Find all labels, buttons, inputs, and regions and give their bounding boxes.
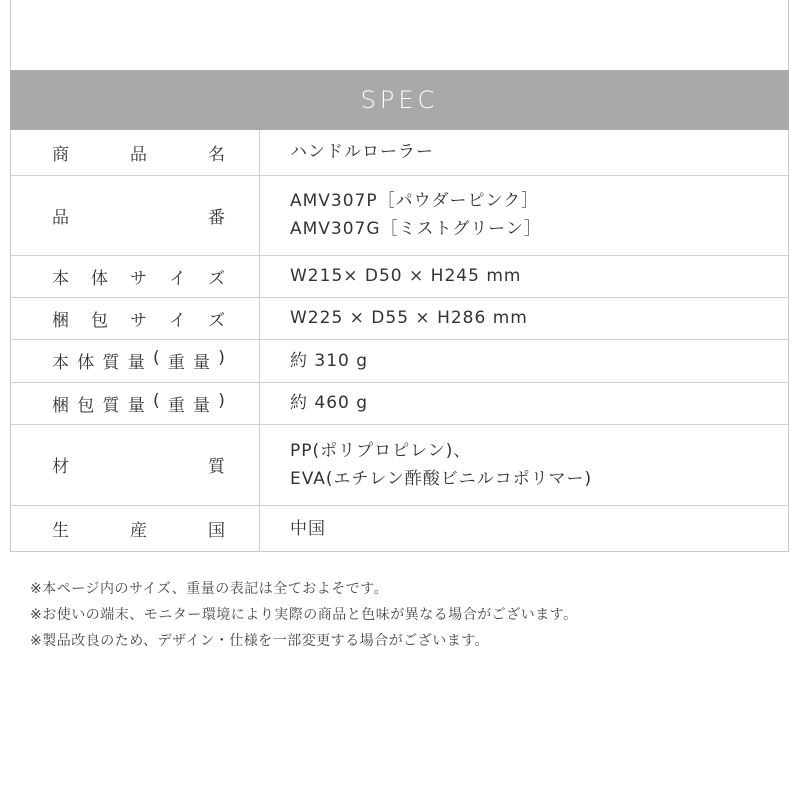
value-line: 約 460 g: [290, 393, 369, 413]
notes: [30, 576, 578, 654]
row-label: [10, 424, 260, 505]
row-label: [10, 505, 260, 552]
row-value: [260, 175, 790, 255]
value-line: EVA(エチレン酢酸ビニルコポリマー): [290, 468, 593, 489]
table-row: [10, 382, 789, 424]
label-char: 質: [102, 353, 120, 373]
row-value: [260, 424, 790, 505]
value-line: AMV307G［ミストグリーン］: [290, 219, 542, 239]
note-line: ※お使いの端末、モニター環境により実際の商品と色味が異なる場合がございます。: [30, 607, 578, 623]
row-value: [260, 297, 790, 339]
label-char: サ: [130, 310, 147, 331]
table-row: [10, 255, 789, 297]
label-char: イ: [169, 268, 186, 289]
label-chars: [52, 516, 225, 541]
row-label: [10, 255, 260, 297]
label-char: 生: [52, 521, 69, 542]
label-char: 本: [52, 353, 69, 373]
label-chars: [52, 264, 225, 289]
label-chars: [52, 391, 225, 416]
value-line: 中国: [290, 518, 326, 539]
label-char: ズ: [208, 310, 225, 331]
label-char: (: [152, 390, 160, 411]
label-char: 重: [167, 353, 185, 373]
spec-header: [10, 70, 789, 130]
label-chars: [52, 306, 225, 331]
label-char: 本: [52, 268, 69, 289]
label-char: 量: [193, 353, 211, 373]
table-row: [10, 339, 789, 382]
label-char: 質: [208, 457, 225, 477]
value-line: W215× D50 × H245 mm: [290, 266, 522, 286]
value-line: AMV307P［パウダーピンク］: [290, 191, 540, 211]
row-label: [10, 175, 260, 255]
label-char: 材: [52, 457, 69, 477]
label-char: イ: [169, 310, 186, 331]
value-line: 約 310 g: [290, 350, 369, 371]
label-char: 量: [127, 395, 145, 416]
label-char: 梱: [52, 395, 69, 416]
row-label: [10, 297, 260, 339]
table-row: [10, 424, 789, 505]
label-chars: [52, 452, 225, 477]
row-value: [260, 255, 790, 297]
label-char: 品: [130, 144, 147, 165]
row-value: [260, 382, 790, 424]
label-char: 商: [52, 144, 69, 165]
label-char: 産: [130, 521, 147, 542]
spec-table: [10, 130, 789, 552]
label-char: 量: [193, 395, 211, 416]
table-row: [10, 505, 789, 552]
label-char: 包: [77, 395, 95, 416]
label-char: 質: [102, 395, 120, 416]
table-row: [10, 175, 789, 255]
label-char: 国: [208, 521, 225, 542]
table-row: [10, 297, 789, 339]
label-chars: [52, 203, 225, 228]
note-line: ※本ページ内のサイズ、重量の表記は全ておよそです。: [30, 581, 389, 597]
label-char: 名: [208, 144, 225, 165]
value-line: PP(ポリプロピレン)、: [290, 440, 472, 461]
table-row: [10, 130, 789, 175]
note-line: ※製品改良のため、デザイン・仕様を一部変更する場合がございます。: [30, 633, 490, 649]
label-char: 包: [91, 310, 108, 331]
value-line: ハンドルローラー: [290, 142, 434, 163]
label-char: 梱: [52, 310, 69, 331]
label-char: 品: [52, 207, 69, 228]
spec-title: SPEC: [360, 86, 439, 114]
label-char: ズ: [208, 268, 225, 289]
label-char: 体: [91, 268, 108, 289]
label-chars: [52, 348, 225, 373]
value-line: W225 × D55 × H286 mm: [290, 308, 528, 328]
label-char: (: [152, 348, 160, 368]
label-char: 体: [77, 353, 95, 373]
label-char: 重: [167, 395, 185, 416]
label-char: 量: [127, 353, 145, 373]
label-chars: [52, 140, 225, 165]
row-value: [260, 130, 790, 175]
label-char: 番: [208, 207, 225, 228]
label-char: サ: [130, 268, 147, 289]
label-char: ): [218, 348, 225, 368]
row-value: [260, 339, 790, 382]
row-label: [10, 130, 260, 175]
row-label: [10, 382, 260, 424]
row-value: [260, 505, 790, 552]
row-label: [10, 339, 260, 382]
label-char: ): [218, 390, 225, 411]
